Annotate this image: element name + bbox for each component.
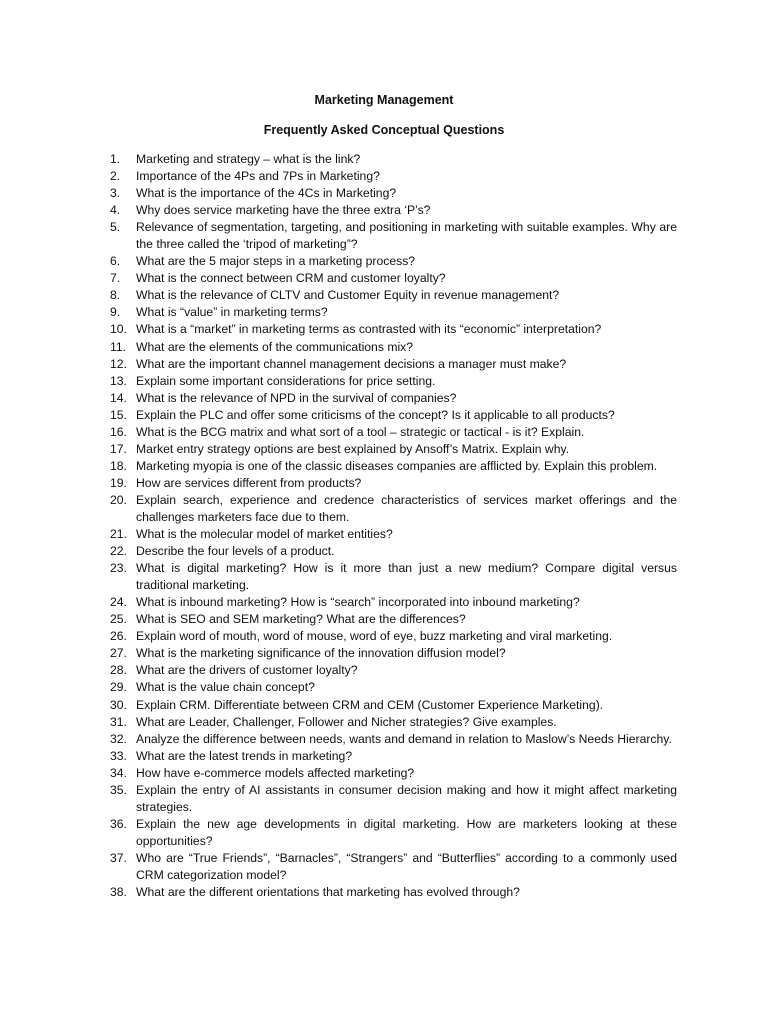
document-title: Marketing Management	[314, 93, 454, 107]
question-number: 18.	[110, 458, 127, 473]
question-text: What is the BCG matrix and what sort of a tool – strategic or tactical - is it? Explain.	[136, 424, 585, 439]
list-item	[110, 662, 677, 679]
document-subtitle: Frequently Asked Conceptual Questions	[263, 123, 505, 137]
question-text: What is the marketing significance of the innovation diffusion model?	[136, 646, 506, 661]
list-item	[110, 884, 677, 901]
question-text: What is the relevance of NPD in the survival of companies?	[136, 390, 457, 405]
list-item	[110, 748, 677, 765]
list-item	[110, 390, 677, 407]
question-number: 15.	[110, 407, 127, 422]
list-item	[110, 816, 677, 850]
list-item	[110, 731, 677, 748]
list-item	[110, 424, 677, 441]
question-number: 5.	[110, 220, 121, 235]
question-text: Marketing myopia is one of the classic diseases companies are afflicted by. Explain this problem.	[136, 458, 658, 473]
question-number: 34.	[110, 765, 127, 780]
question-number: 12.	[110, 356, 127, 371]
question-text: What are the 5 major steps in a marketing process?	[136, 254, 416, 269]
question-text: What is a “market” in marketing terms as contrasted with its “economic” interpretation?	[136, 322, 602, 337]
question-number: 35.	[110, 782, 127, 797]
question-text: Explain some important considerations for price setting.	[136, 373, 436, 388]
question-text: What is the connect between CRM and customer loyalty?	[136, 271, 446, 286]
list-item	[110, 253, 677, 270]
question-text: Describe the four levels of a product.	[136, 544, 335, 559]
list-item	[110, 441, 677, 458]
list-item	[110, 287, 677, 304]
list-item	[110, 543, 677, 560]
list-item	[110, 714, 677, 731]
question-number: 23.	[110, 561, 127, 576]
question-text: What are the latest trends in marketing?	[136, 748, 353, 763]
list-item	[110, 697, 677, 714]
list-item	[110, 560, 677, 594]
list-item	[110, 339, 677, 356]
question-number: 3.	[110, 186, 121, 201]
question-number: 32.	[110, 731, 127, 746]
question-number: 1.	[110, 152, 121, 166]
question-number: 25.	[110, 612, 127, 627]
question-text: Explain search, experience and credence characteristics of services market offerings and the challenges marketers face due to them.	[136, 492, 677, 524]
question-text: What is digital marketing? How is it more than just a new medium? Compare digital versus traditional marketing.	[136, 561, 677, 593]
list-item	[110, 492, 677, 526]
list-item	[110, 373, 677, 390]
list-item	[110, 270, 677, 287]
question-text: What is inbound marketing? How is “search” incorporated into inbound marketing?	[136, 595, 580, 610]
question-text: Explain the entry of AI assistants in consumer decision making and how it might affect marketing strategies.	[136, 782, 677, 814]
list-item	[110, 304, 677, 321]
list-item	[110, 168, 677, 185]
question-text: What are Leader, Challenger, Follower and Nicher strategies? Give examples.	[136, 714, 557, 729]
question-text: Why does service marketing have the three extra ‘P’s?	[136, 203, 431, 218]
question-text: Analyze the difference between needs, wants and demand in relation to Maslow’s Needs Hierarchy.	[136, 731, 672, 746]
list-item	[110, 645, 677, 662]
question-number: 17.	[110, 441, 127, 456]
question-text: What is the relevance of CLTV and Customer Equity in revenue management?	[136, 288, 560, 303]
question-number: 19.	[110, 475, 127, 490]
list-item	[110, 202, 677, 219]
list-item	[110, 407, 677, 424]
question-number: 33.	[110, 748, 127, 763]
question-text: What is SEO and SEM marketing? What are the differences?	[136, 612, 466, 627]
question-number: 22.	[110, 544, 127, 559]
list-item	[110, 679, 677, 696]
question-list	[110, 151, 677, 901]
question-text: What is “value” in marketing terms?	[136, 305, 328, 320]
question-number: 24.	[110, 595, 127, 610]
question-text: What is the value chain concept?	[136, 680, 315, 695]
question-number: 20.	[110, 492, 127, 507]
question-number: 11.	[110, 339, 127, 354]
question-number: 28.	[110, 663, 127, 678]
question-text: What is the importance of the 4Cs in Marketing?	[136, 186, 397, 201]
list-item	[110, 475, 677, 492]
question-text: Who are “True Friends”, “Barnacles”, “Strangers” and “Butterflies” according to a commonly used CRM categorization model?	[136, 850, 677, 882]
question-number: 29.	[110, 680, 127, 695]
question-text: What are the drivers of customer loyalty?	[136, 663, 358, 678]
question-number: 14.	[110, 390, 127, 405]
question-number: 13.	[110, 373, 127, 388]
list-item	[110, 628, 677, 645]
list-item	[110, 765, 677, 782]
list-item	[110, 458, 677, 475]
list-item	[110, 185, 677, 202]
question-text: Explain the PLC and offer some criticisms of the concept? Is it applicable to all products?	[136, 407, 615, 422]
list-item	[110, 782, 677, 816]
question-number: 30.	[110, 697, 127, 712]
question-number: 31.	[110, 714, 127, 729]
question-number: 38.	[110, 885, 127, 900]
list-item	[110, 526, 677, 543]
question-text: Explain word of mouth, word of mouse, word of eye, buzz marketing and viral marketing.	[136, 629, 613, 644]
question-number: 10.	[110, 322, 127, 337]
question-number: 4.	[110, 203, 121, 218]
question-number: 6.	[110, 254, 121, 269]
list-item	[110, 219, 677, 253]
question-text: How are services different from products?	[136, 475, 362, 490]
question-number: 36.	[110, 816, 127, 831]
question-text: Explain CRM. Differentiate between CRM and CEM (Customer Experience Marketing).	[136, 697, 604, 712]
list-item	[110, 594, 677, 611]
question-number: 16.	[110, 424, 127, 439]
list-item	[110, 850, 677, 884]
list-item	[110, 356, 677, 373]
question-text: Marketing and strategy – what is the link?	[136, 152, 361, 166]
question-number: 2.	[110, 169, 121, 184]
question-text: How have e-commerce models affected marketing?	[136, 765, 415, 780]
question-number: 26.	[110, 629, 127, 644]
question-number: 27.	[110, 646, 127, 661]
question-text: Market entry strategy options are best explained by Ansoff’s Matrix. Explain why.	[136, 441, 570, 456]
list-item	[110, 151, 677, 168]
question-number: 37.	[110, 850, 127, 865]
question-text: What are the different orientations that marketing has evolved through?	[136, 885, 520, 900]
question-number: 8.	[110, 288, 121, 303]
question-text: Importance of the 4Ps and 7Ps in Marketing?	[136, 169, 380, 184]
question-number: 9.	[110, 305, 121, 320]
question-text: Explain the new age developments in digital marketing. How are marketers looking at these opportunities?	[136, 816, 677, 848]
question-text: What are the elements of the communications mix?	[136, 339, 414, 354]
question-number: 21.	[110, 527, 127, 542]
list-item	[110, 321, 677, 338]
question-text: Relevance of segmentation, targeting, and positioning in marketing with suitable examples. Why are the three called the ‘tripod of marketing”?	[136, 220, 677, 252]
question-number: 7.	[110, 271, 121, 286]
question-text: What is the molecular model of market entities?	[136, 527, 393, 542]
question-text: What are the important channel management decisions a manager must make?	[136, 356, 567, 371]
list-item	[110, 611, 677, 628]
